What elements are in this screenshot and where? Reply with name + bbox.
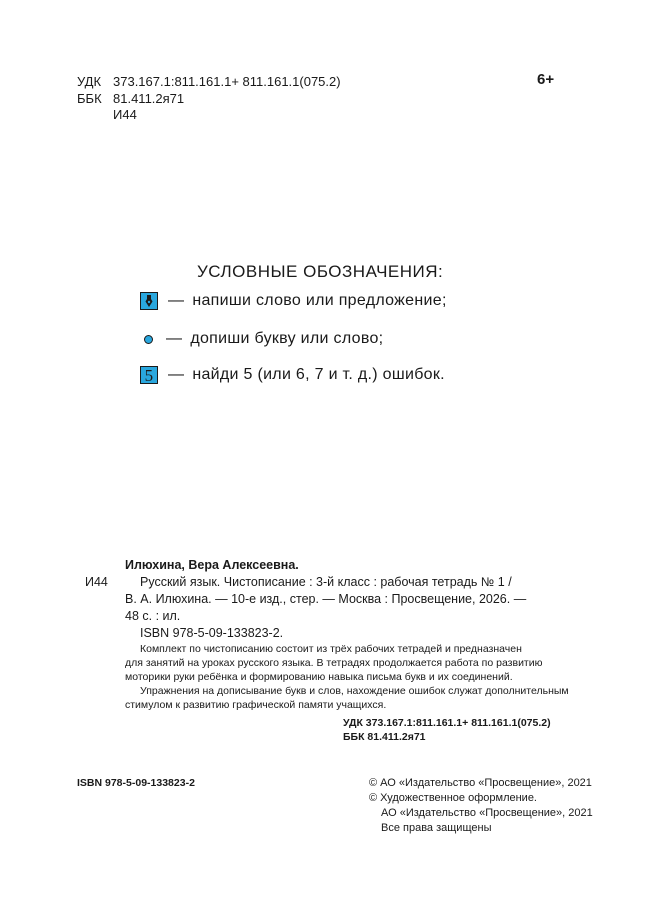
bbk-value: 81.411.2я71 bbox=[113, 91, 185, 106]
udk-value: 373.167.1:811.161.1+ 811.161.1(075.2) bbox=[113, 74, 341, 89]
legend-text-write: напиши слово или предложение; bbox=[192, 292, 447, 309]
legend-dash: — bbox=[168, 292, 185, 309]
number-box-value: 5 bbox=[144, 365, 154, 385]
bib-udk: УДК 373.167.1:811.161.1+ 811.161.1(075.2) bbox=[343, 717, 551, 729]
legend-title: УСЛОВНЫЕ ОБОЗНАЧЕНИЯ: bbox=[197, 262, 444, 281]
annotation-line: моторики руки ребёнка и формированию навыка письма букв и их соединений. bbox=[125, 671, 513, 683]
rights-reserved: Все права защищены bbox=[381, 822, 492, 834]
copyright-design-owner: АО «Издательство «Просвещение», 2021 bbox=[381, 807, 593, 819]
bib-bbk: ББК 81.411.2я71 bbox=[343, 731, 426, 743]
annotation-line: Упражнения на дописывание букв и слов, нахождение ошибок служат дополнительным bbox=[140, 685, 569, 697]
copyright-publisher: © АО «Издательство «Просвещение», 2021 bbox=[369, 777, 592, 789]
bib-isbn: ISBN 978-5-09-133823-2. bbox=[140, 626, 284, 640]
udk-label: УДК bbox=[77, 74, 102, 89]
bib-line2: В. А. Илюхина. — 10-е изд., стер. — Москва : Просвещение, 2026. — bbox=[125, 592, 527, 606]
annotation-line: стимулом к развитию графической памяти учащихся. bbox=[125, 699, 387, 711]
legend-item-complete bbox=[144, 330, 383, 348]
number-box-icon bbox=[140, 366, 158, 384]
age-rating: 6+ bbox=[537, 71, 555, 88]
bbk-label: ББК bbox=[77, 91, 102, 106]
footer-isbn: ISBN 978-5-09-133823-2 bbox=[77, 777, 195, 789]
annotation-line: для занятий на уроках русского языка. В тетрадях продолжается работа по развитию bbox=[125, 657, 543, 669]
copyright-design: © Художественное оформление. bbox=[369, 792, 537, 804]
legend-dash: — bbox=[166, 330, 183, 347]
legend-text-complete: допиши букву или слово; bbox=[190, 330, 384, 347]
bib-code: И44 bbox=[85, 575, 108, 589]
legend-item-write bbox=[140, 292, 447, 310]
dot-icon bbox=[144, 335, 153, 344]
legend-text-find-errors: найди 5 (или 6, 7 и т. д.) ошибок. bbox=[192, 366, 445, 383]
bib-line1: Русский язык. Чистописание : 3-й класс : рабочая тетрадь № 1 / bbox=[140, 575, 512, 589]
pen-nib-icon bbox=[140, 292, 158, 310]
annotation-line: Комплект по чистописанию состоит из трёх рабочих тетрадей и предназначен bbox=[140, 643, 522, 655]
bib-line3: 48 с. : ил. bbox=[125, 609, 181, 623]
legend-item-find-errors bbox=[140, 366, 445, 384]
legend-dash: — bbox=[168, 366, 185, 383]
catalog-code: И44 bbox=[113, 107, 137, 122]
bib-author: Илюхина, Вера Алексеевна. bbox=[125, 558, 299, 572]
